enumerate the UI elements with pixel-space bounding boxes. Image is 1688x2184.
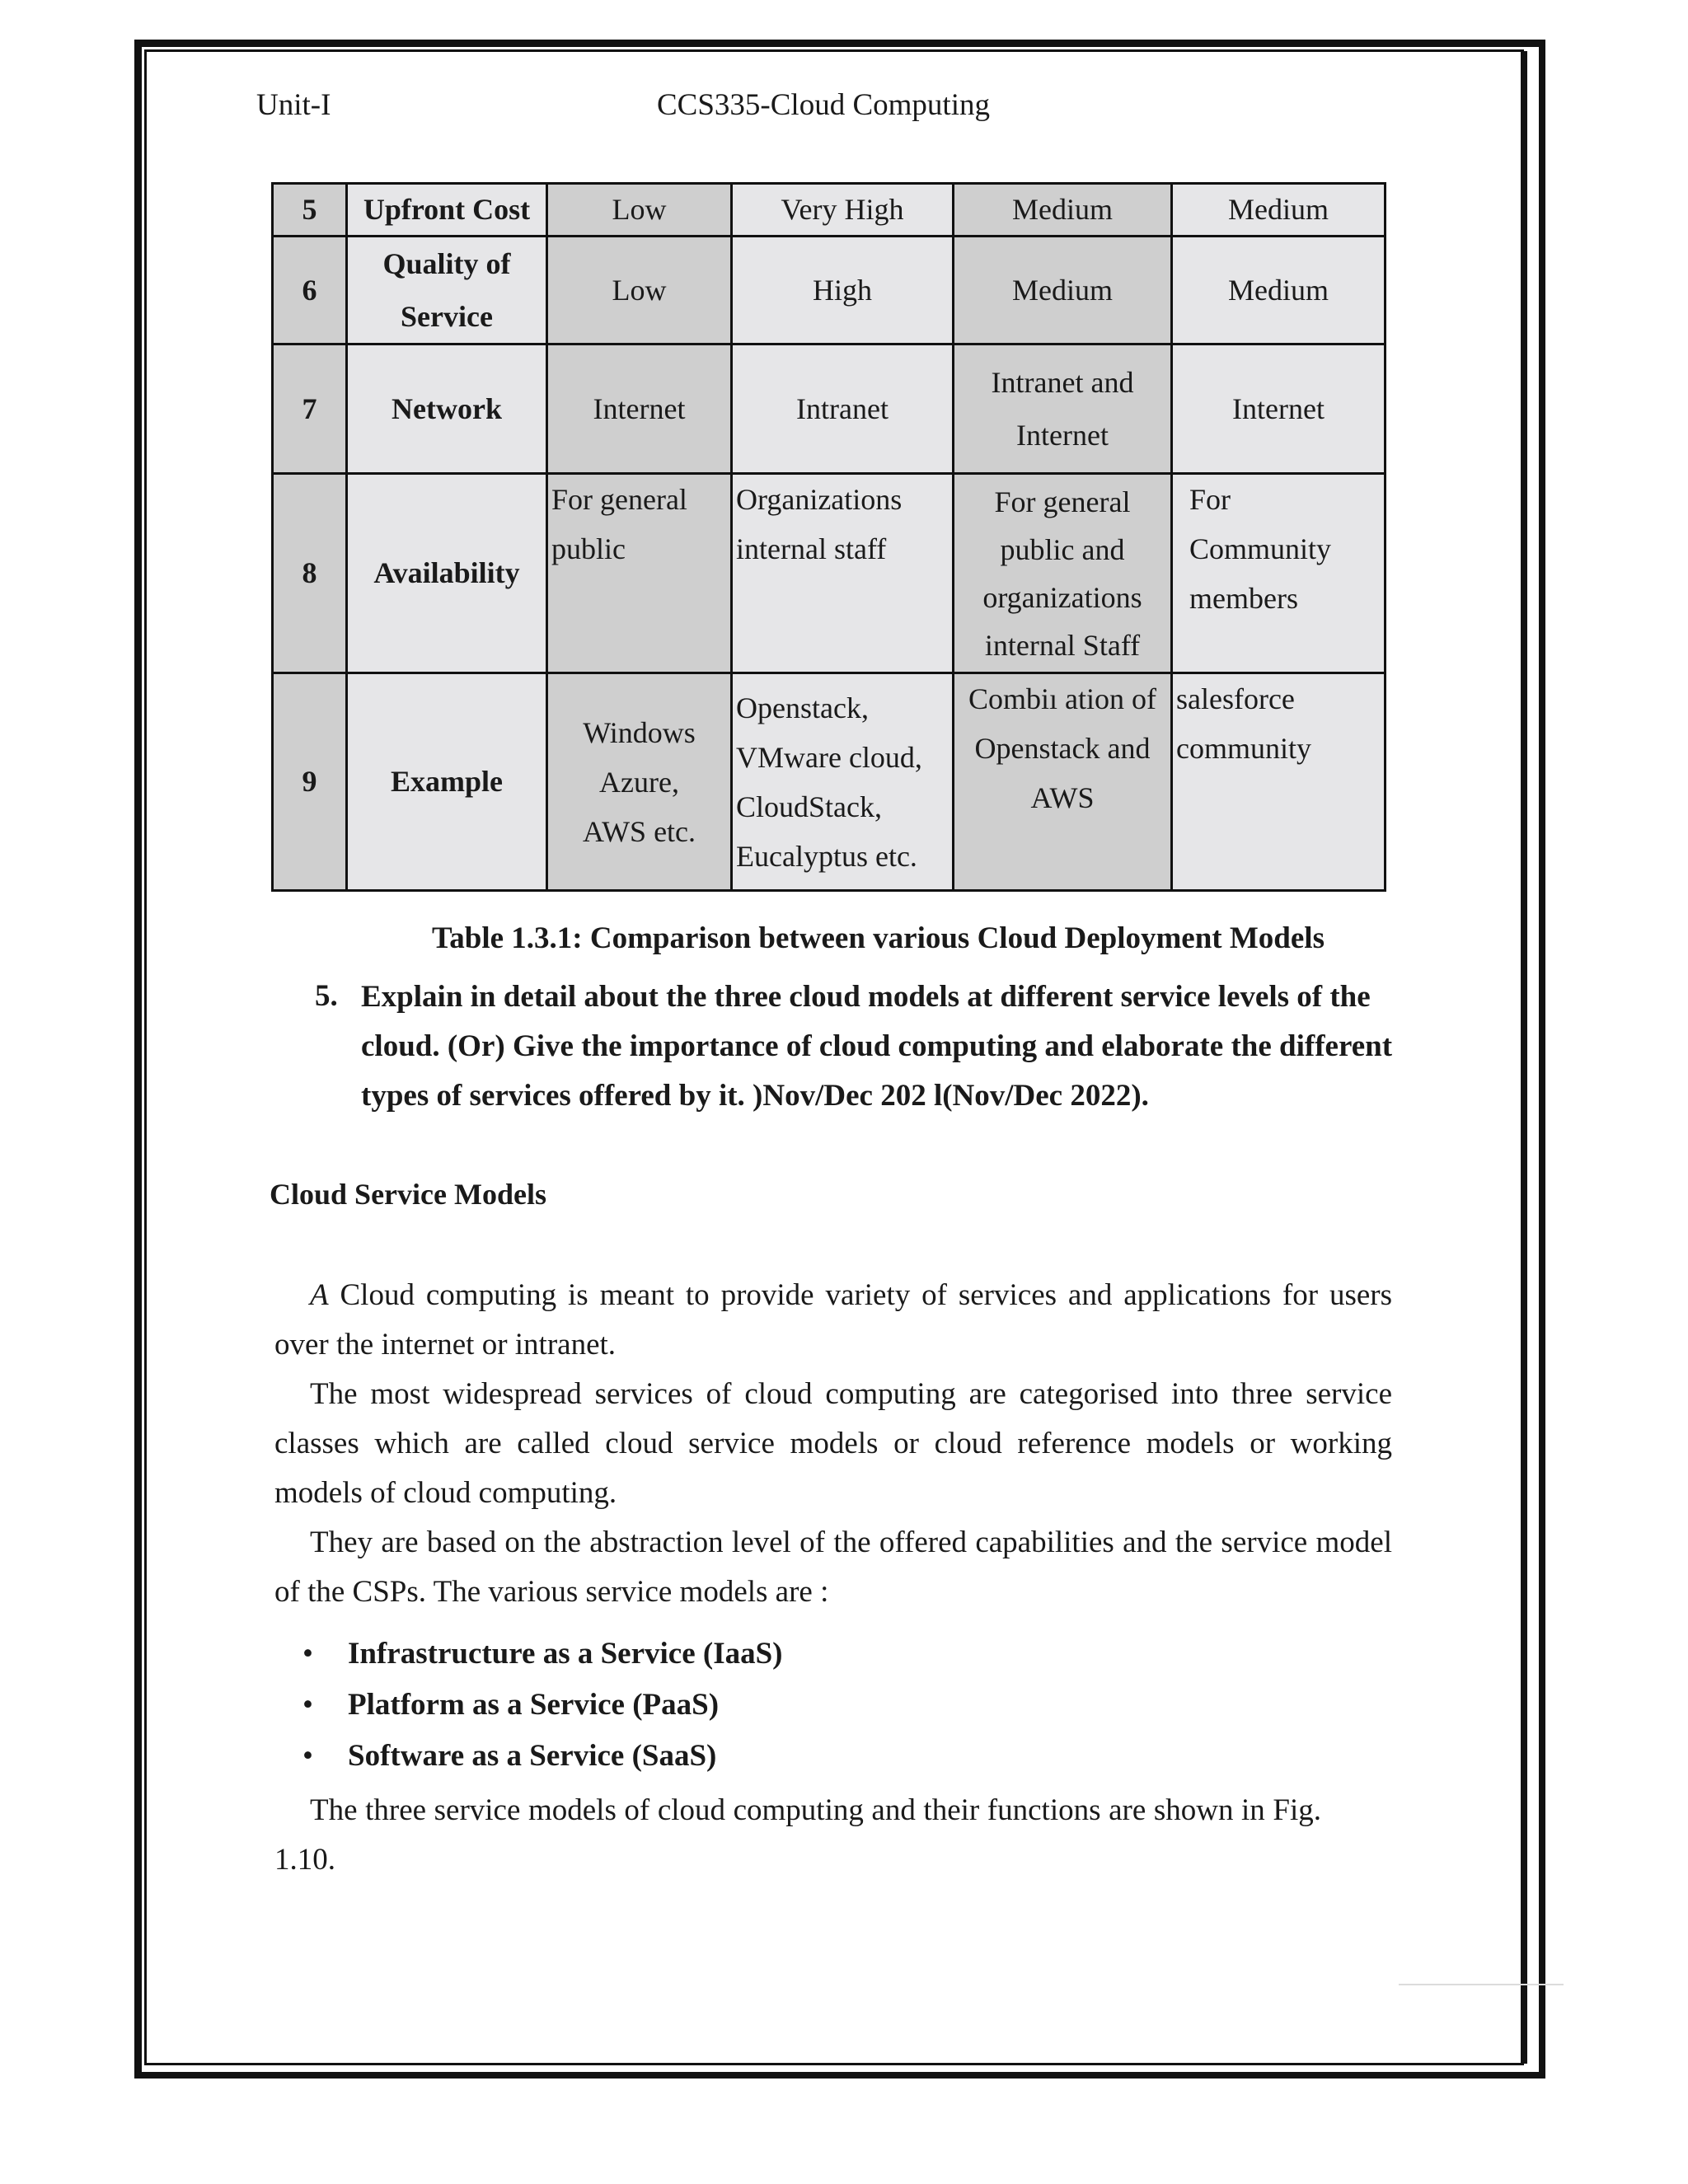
row-number: 6 xyxy=(273,237,347,344)
divider xyxy=(1399,1984,1564,1985)
cell-public: For general public xyxy=(547,474,732,673)
row-label: Network xyxy=(347,344,547,474)
cell-community: Medium xyxy=(1172,184,1386,237)
cell-private: Intranet xyxy=(732,344,954,474)
cell-community: Medium xyxy=(1172,237,1386,344)
service-iaas: Infrastructure as a Service (IaaS) xyxy=(348,1636,783,1671)
service-paas: Platform as a Service (PaaS) xyxy=(348,1687,720,1722)
service-models-list xyxy=(302,1628,783,1781)
cell-public: Internet xyxy=(547,344,732,474)
question-text: Explain in detail about the three cloud models at different service levels of the cloud. (Or) Give the importance of cloud computing and elaborate the different types of services offered by it. )Nov/Dec 202 l(Nov/Dec 2022). xyxy=(361,980,1393,1113)
table-caption: Table 1.3.1: Comparison between various Cloud Deployment Models xyxy=(432,921,1325,955)
cell-hybrid: Medium xyxy=(954,184,1172,237)
page-border-right xyxy=(1521,51,1527,2064)
cell-community: Internet xyxy=(1172,344,1386,474)
paragraph-abstraction: They are based on the abstraction level of the offered capabilities and the service model of the CSPs. The various service models are : xyxy=(274,1526,1392,1609)
cell-public: Low xyxy=(547,184,732,237)
row-number: 9 xyxy=(273,673,347,891)
header-course: CCS335-Cloud Computing xyxy=(657,88,990,122)
service-saas: Software as a Service (SaaS) xyxy=(348,1738,717,1773)
cell-private: High xyxy=(732,237,954,344)
table-row xyxy=(273,237,1386,344)
cell-hybrid: Medium xyxy=(954,237,1172,344)
row-number: 7 xyxy=(273,344,347,474)
row-number: 5 xyxy=(273,184,347,237)
list-item xyxy=(302,1730,783,1781)
cell-hybrid: Intranet and Internet xyxy=(954,344,1172,474)
list-item xyxy=(302,1628,783,1679)
row-label: Example xyxy=(347,673,547,891)
cell-private: Organizations internal staff xyxy=(732,474,954,673)
paragraph-intro-text: Cloud computing is meant to provide variety of services and applications for users over the internet or intranet. xyxy=(274,1278,1392,1361)
paragraph-service-classes: The most widespread services of cloud computing are categorised into three service classes which are called cloud service models or cloud reference models or working models of cloud computing. xyxy=(274,1377,1392,1510)
cell-hybrid: For general public and organizations internal Staff xyxy=(954,474,1172,673)
question-number: 5. xyxy=(315,979,338,1013)
cell-private: Very High xyxy=(732,184,954,237)
bullet-icon: • xyxy=(302,1687,313,1722)
row-number: 8 xyxy=(273,474,347,673)
cell-community: salesforce community xyxy=(1172,673,1386,891)
bullet-icon: • xyxy=(302,1738,313,1773)
cell-hybrid: Combiı ation of Openstack and AWS xyxy=(954,673,1172,891)
cell-private: Openstack, VMware cloud, CloudStack, Eucalyptus etc. xyxy=(732,673,954,891)
paragraph-figure-ref: The three service models of cloud computing and their functions are shown in Fig. 1.10. xyxy=(274,1793,1321,1877)
paragraph-intro-lead: A xyxy=(310,1278,329,1312)
row-label: Availability xyxy=(347,474,547,673)
table-row xyxy=(273,184,1386,237)
list-item xyxy=(302,1679,783,1730)
header-unit: Unit-I xyxy=(256,88,331,122)
comparison-table xyxy=(271,182,1386,892)
table-row xyxy=(273,673,1386,891)
bullet-icon: • xyxy=(302,1636,313,1671)
row-label: Upfront Cost xyxy=(347,184,547,237)
table-row xyxy=(273,344,1386,474)
cell-public: Windows Azure, AWS etc. xyxy=(547,673,732,891)
paragraph-intro xyxy=(274,1271,1392,1370)
cell-public: Low xyxy=(547,237,732,344)
row-label: Quality of Service xyxy=(347,237,547,344)
cell-community: For Community members xyxy=(1172,474,1386,673)
section-title: Cloud Service Models xyxy=(270,1178,546,1211)
table-row xyxy=(273,474,1386,673)
